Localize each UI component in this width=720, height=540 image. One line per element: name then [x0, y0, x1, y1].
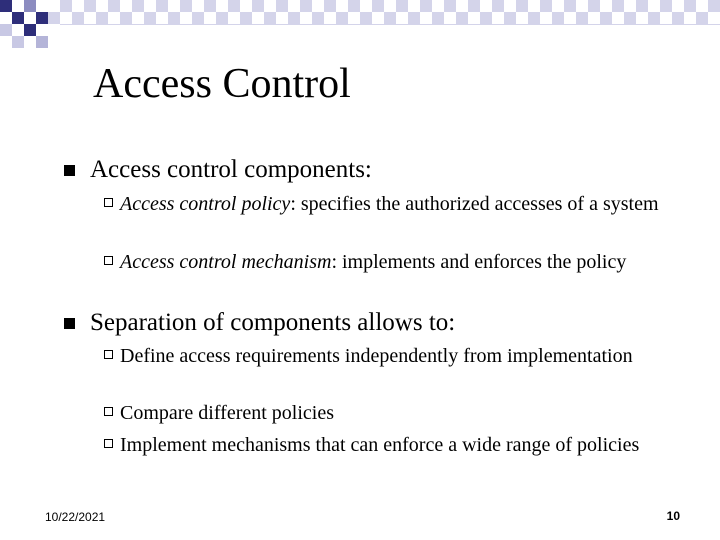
sub-bullet-text: Compare different policies	[120, 402, 335, 424]
term-policy-definition: : specifies the authorized accesses of a system	[290, 193, 659, 215]
slide-title: Access Control	[93, 61, 351, 107]
square-bullet-icon	[64, 165, 75, 176]
hollow-square-bullet-icon	[104, 198, 113, 207]
page-number: 10	[666, 509, 680, 523]
hollow-square-bullet-icon	[104, 256, 113, 265]
sub-bullet-text: Define access requirements independently from implementation	[120, 345, 633, 367]
sub-bullet-text	[120, 192, 660, 217]
footer-date: 10/22/2021	[45, 510, 106, 524]
bullet-text: Separation of components allows to:	[90, 309, 456, 336]
term-mechanism-definition: : implements and enforces the policy	[331, 251, 627, 273]
header-checker-decoration	[0, 0, 720, 50]
sub-bullet-text	[120, 250, 660, 275]
term-mechanism: Access control mechanism	[120, 251, 332, 273]
term-policy: Access control policy	[120, 193, 291, 215]
hollow-square-bullet-icon	[104, 407, 113, 416]
sub-bullet-text: Implement mechanisms that can enforce a wide range of policies	[120, 434, 640, 456]
square-bullet-icon	[64, 318, 75, 329]
bullet-text: Access control components:	[90, 156, 372, 183]
hollow-square-bullet-icon	[104, 439, 113, 448]
hollow-square-bullet-icon	[104, 350, 113, 359]
